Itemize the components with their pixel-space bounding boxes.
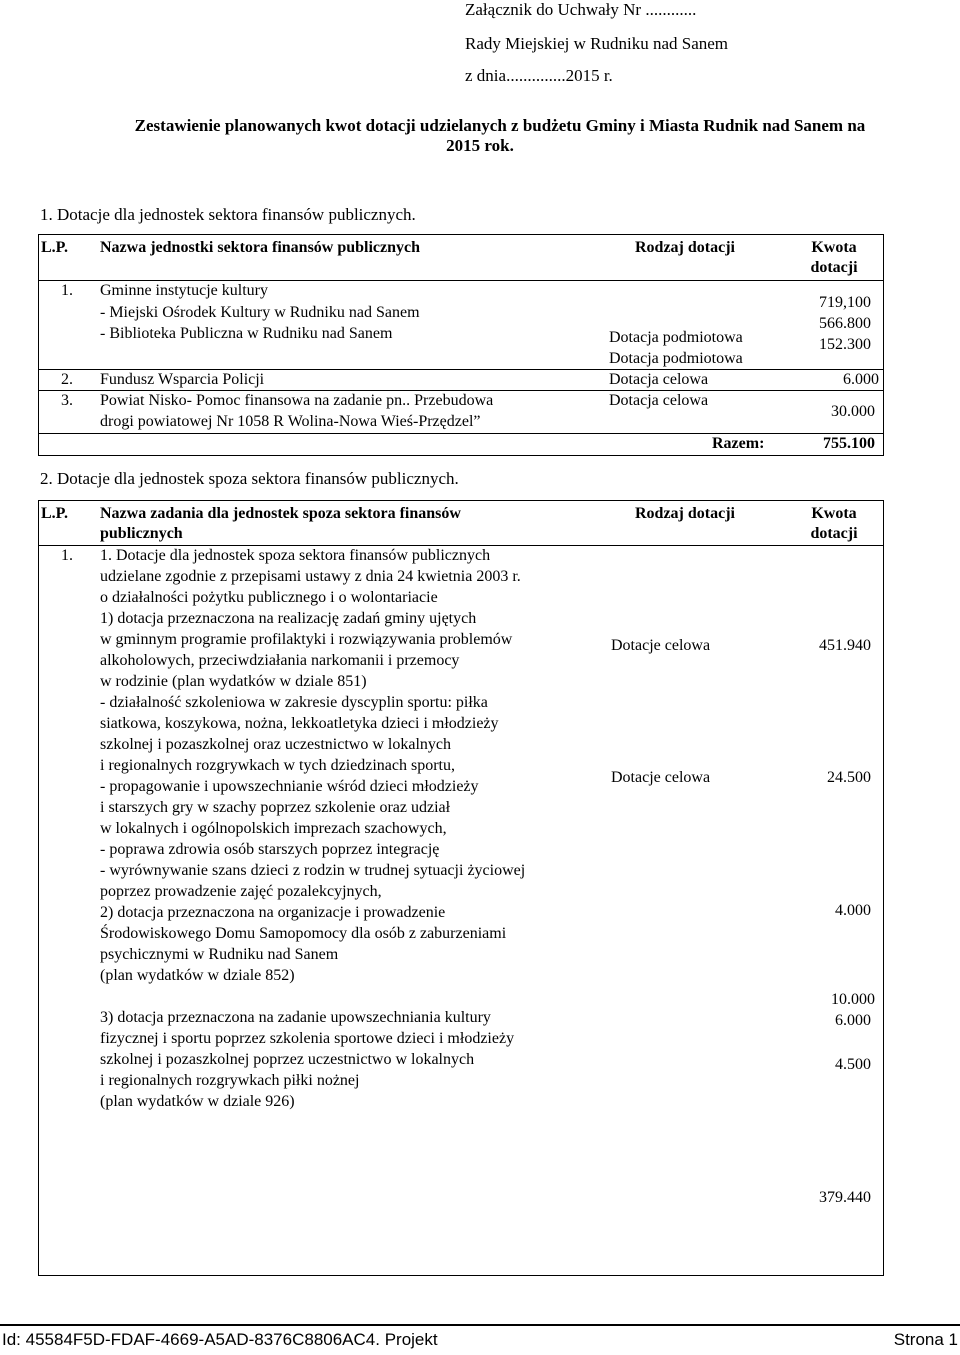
desc-line: o działalności pożytku publicznego i o wolontariacie <box>100 589 438 606</box>
desc-line: poprzez prowadzenie zajęć pozalekcyjnych, <box>100 883 382 900</box>
desc-line: 2) dotacja przeznaczona na organizacje i prowadzenie <box>100 904 446 921</box>
section2-amount-2: 24.500 <box>827 769 871 786</box>
col-name: Nazwa jednostki sektora finansów publicznych <box>100 239 421 256</box>
desc-line: psychicznymi w Rudniku nad Sanem <box>100 946 339 963</box>
desc-line: i regionalnych rozgrywkach piłki nożnej <box>100 1072 360 1089</box>
section2-amount-3: 4.000 <box>835 902 871 919</box>
row3-name-1: Powiat Nisko- Pomoc finansowa na zadanie pn.. Przebudowa <box>100 392 494 409</box>
section2-amount-6: 4.500 <box>835 1056 871 1073</box>
total-label: Razem: <box>712 435 765 452</box>
section2-heading: 2. Dotacje dla jednostek spoza sektora finansów publicznych. <box>40 469 459 488</box>
row1-type-2: Dotacja podmiotowa <box>609 350 743 367</box>
document-title-line2: 2015 rok. <box>446 136 514 155</box>
row2-type: Dotacja celowa <box>609 371 709 388</box>
desc-line: - wyrównywanie szans dzieci z rodzin w trudnej sytuacji życiowej <box>100 862 526 879</box>
col2-type: Rodzaj dotacji <box>635 505 735 522</box>
attachment-title: Załącznik do Uchwały Nr ............ <box>465 0 697 19</box>
total-value: 755.100 <box>823 435 875 452</box>
document-id: Id: 45584F5D-FDAF-4669-A5AD-8376C8806AC4. Projekt <box>2 1330 438 1349</box>
council-name: Rady Miejskiej w Rudniku nad Sanem <box>465 34 729 53</box>
desc-line: alkoholowych, przeciwdziałania narkomanii i przemocy <box>100 652 460 669</box>
col2-name: Nazwa zadania dla jednostek spoza sektora finansów <box>100 505 461 522</box>
row1-amount-2: 152.300 <box>819 336 871 353</box>
row3-name-2: drogi powiatowej Nr 1058 R Wolina-Nowa Wieś-Przędzel” <box>100 413 481 430</box>
desc-line: w rodzinie (plan wydatków w dziale 851) <box>100 673 367 690</box>
col2-lp: L.P. <box>41 505 68 522</box>
desc-line: - propagowanie i upowszechnianie wśród dzieci młodzieży <box>100 778 479 795</box>
desc-line: i starszych gry w szachy poprzez szkolenie oraz udział <box>100 799 451 816</box>
col-lp: L.P. <box>41 239 68 256</box>
row1-type-1: Dotacja podmiotowa <box>609 329 743 346</box>
desc-line: udzielane zgodnie z przepisami ustawy z dnia 24 kwietnia 2003 r. <box>100 568 521 585</box>
section2-amount-5: 6.000 <box>835 1012 871 1029</box>
desc-line: fizycznej i sportu poprzez szkolenia sportowe dzieci i młodzieży <box>100 1030 515 1047</box>
desc-line: szkolnej i pozaszkolnej poprzez uczestnictwo w lokalnych <box>100 1051 475 1068</box>
page-footer <box>0 1324 960 1349</box>
row1-amount-total: 719,100 <box>819 294 871 311</box>
section2-amount-4: 10.000 <box>831 991 875 1008</box>
page-number: Strona 1 <box>893 1330 958 1349</box>
desc-line: Środowiskowego Domu Samopomocy dla osób z zaburzeniami <box>100 925 507 942</box>
desc-line: (plan wydatków w dziale 852) <box>100 967 295 984</box>
desc-line: i regionalnych rozgrywkach w tych dziedzinach sportu, <box>100 757 455 774</box>
desc-line: w gminnym programie profilaktyki i rozwiązywania problemów <box>100 631 513 648</box>
desc-line: 1) dotacja przeznaczona na realizację zadań gminy ujętych <box>100 610 477 627</box>
section1-table <box>38 234 884 456</box>
section2-row-lp: 1. <box>61 547 73 564</box>
desc-line: szkolnej i pozaszkolnej oraz uczestnictwo w lokalnych <box>100 736 451 753</box>
row1-name: Gminne instytucje kultury <box>100 282 268 299</box>
section2-table <box>38 500 884 1276</box>
col-amount: Kwota <box>811 239 857 256</box>
date-line: z dnia..............2015 r. <box>465 66 613 85</box>
section2-amount-1: 451.940 <box>819 637 871 654</box>
col-type: Rodzaj dotacji <box>635 239 735 256</box>
row1-lp: 1. <box>61 282 73 299</box>
desc-line: 3) dotacja przeznaczona na zadanie upowszechniania kultury <box>100 1009 491 1026</box>
section2-type-1: Dotacje celowa <box>611 637 711 654</box>
col2-amount: Kwota <box>811 505 857 522</box>
row1-subunit-2: - Biblioteka Publiczna w Rudniku nad Sanem <box>100 325 393 342</box>
row2-lp: 2. <box>61 371 73 388</box>
row2-amount: 6.000 <box>843 371 879 388</box>
document-title-line1: Zestawienie planowanych kwot dotacji udzielanych z budżetu Gminy i Miasta Rudnik nad Sanem na <box>134 116 866 135</box>
section2-description <box>100 545 525 1112</box>
row3-type: Dotacja celowa <box>609 392 709 409</box>
col2-amount-2: dotacji <box>810 525 858 542</box>
col-amount-2: dotacji <box>810 259 858 276</box>
desc-line: (plan wydatków w dziale 926) <box>100 1093 295 1110</box>
row3-lp: 3. <box>61 392 73 409</box>
desc-line: 1. Dotacje dla jednostek spoza sektora finansów publicznych <box>100 547 491 564</box>
section2-type-2: Dotacje celowa <box>611 769 711 786</box>
section2-amount-total: 379.440 <box>819 1189 871 1206</box>
desc-line: siatkowa, koszykowa, nożna, lekkoatletyka dzieci i młodzieży <box>100 715 499 732</box>
col2-name-2: publicznych <box>100 525 183 542</box>
row1-subunit-1: - Miejski Ośrodek Kultury w Rudniku nad Sanem <box>100 304 420 321</box>
row1-amount-1: 566.800 <box>819 315 871 332</box>
section1-heading: 1. Dotacje dla jednostek sektora finansów publicznych. <box>40 205 416 224</box>
desc-line: - poprawa zdrowia osób starszych poprzez integrację <box>100 841 440 858</box>
desc-line <box>100 986 525 1007</box>
desc-line: - działalność szkoleniowa w zakresie dyscyplin sportu: piłka <box>100 694 488 711</box>
row2-name: Fundusz Wsparcia Policji <box>100 371 265 388</box>
row3-amount: 30.000 <box>831 403 875 420</box>
desc-line: w lokalnych i ogólnopolskich imprezach szachowych, <box>100 820 447 837</box>
